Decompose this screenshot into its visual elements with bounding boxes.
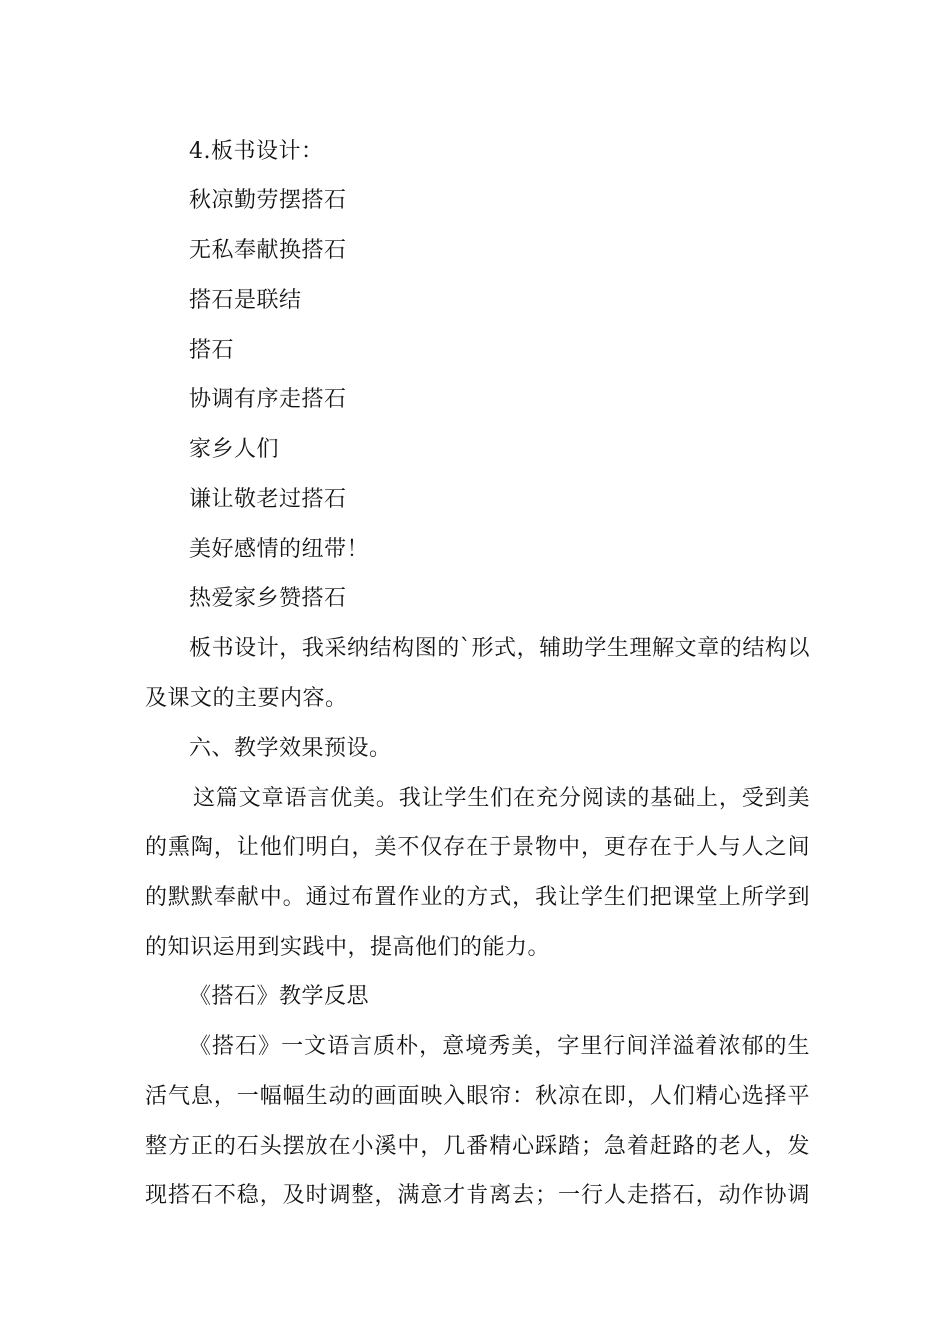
- paragraph-line: 板书设计，我采纳结构图的`形式，辅助学生理解文章的结构以: [189, 636, 810, 661]
- board-line: 搭石是联结: [189, 288, 302, 313]
- board-design-heading: 4.板书设计：: [189, 139, 324, 164]
- board-line: 搭石: [189, 338, 235, 363]
- paragraph-line: 现搭石不稳，及时调整，满意才肯离去；一行人走搭石，动作协调: [145, 1183, 810, 1208]
- board-line: 热爱家乡赞搭石: [189, 586, 347, 611]
- board-line: 美好感情的纽带！: [189, 537, 370, 562]
- reflection-title: 《搭石》教学反思: [189, 984, 370, 1009]
- board-line: 协调有序走搭石: [189, 387, 347, 412]
- paragraph-line: 整方正的石头摆放在小溪中，几番精心踩踏；急着赶路的老人，发: [145, 1134, 810, 1159]
- board-line: 无私奉献换搭石: [189, 238, 347, 263]
- paragraph-line: 《搭石》一文语言质朴，意境秀美，字里行间洋溢着浓郁的生: [189, 1034, 810, 1059]
- paragraph-line: 及课文的主要内容。: [145, 686, 348, 711]
- paragraph-line: 的熏陶，让他们明白，美不仅存在于景物中，更存在于人与人之间: [145, 835, 810, 860]
- paragraph-line: 活气息，一幅幅生动的画面映入眼帘：秋凉在即，人们精心选择平: [145, 1084, 810, 1109]
- section-heading: 六、教学效果预设。: [189, 736, 392, 761]
- paragraph-line: 这篇文章语言优美。我让学生们在充分阅读的基础上，受到美: [193, 786, 810, 811]
- board-line: 秋凉勤劳摆搭石: [189, 188, 347, 213]
- paragraph-line: 的知识运用到实践中，提高他们的能力。: [145, 935, 551, 960]
- board-line: 谦让敬老过搭石: [189, 487, 347, 512]
- paragraph-line: 的默默奉献中。通过布置作业的方式，我让学生们把课堂上所学到: [145, 885, 810, 910]
- board-line: 家乡人们: [189, 437, 280, 462]
